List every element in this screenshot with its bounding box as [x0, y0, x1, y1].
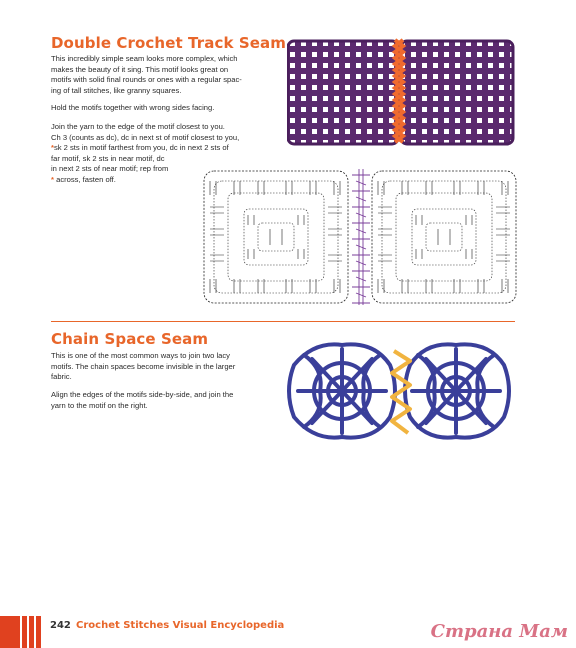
- section-divider: [51, 321, 515, 322]
- text-line: makes the beauty of it sing. This motif looks great on: [51, 64, 229, 74]
- section1-intro-paragraph: [51, 54, 266, 96]
- right-blue-motif: [405, 344, 509, 437]
- section-heading-double-crochet-track-seam: Double Crochet Track Seam: [51, 34, 286, 52]
- section2-intro-paragraph: [51, 351, 266, 383]
- text-line: yarn to the motif on the right.: [51, 400, 148, 410]
- repeat-star: *: [51, 174, 54, 184]
- left-motif-diagram: [204, 171, 348, 303]
- blue-lace-seam-photo: [284, 335, 516, 447]
- section-heading-chain-space-seam: Chain Space Seam: [51, 330, 209, 348]
- text-line: Ch 3 (counts as dc), dc in next st of motif closest to you,: [51, 132, 240, 142]
- footer-color-bars: [0, 616, 44, 648]
- text-line: motifs with solid final rounds or ones with a regular spac-: [51, 75, 242, 85]
- purple-granny-seam-photo: [287, 38, 515, 148]
- text-line: This incredibly simple seam looks more complex, which: [51, 54, 238, 63]
- section2-instructions-paragraph: [51, 390, 266, 411]
- orange-seam: [395, 40, 403, 142]
- text-line: fabric.: [51, 372, 72, 382]
- purple-seam-stitches: [352, 169, 370, 305]
- left-blue-motif: [289, 344, 395, 437]
- text-line: far motif, sk 2 sts in near motif, dc: [51, 153, 165, 163]
- text-line: Join the yarn to the edge of the motif closest to you.: [51, 122, 225, 131]
- repeat-star: *: [51, 143, 54, 153]
- stitch-diagram: [200, 165, 518, 309]
- right-motif-diagram: [372, 171, 516, 303]
- section1-hold-paragraph: Hold the motifs together with wrong sides facing.: [51, 103, 215, 112]
- text-line: This is one of the most common ways to join two lacy: [51, 351, 230, 360]
- text-line: * across, fasten off.: [51, 174, 116, 184]
- watermark-logo: Страна Мам: [430, 621, 568, 642]
- text-line: ing of tall stitches, like granny squares.: [51, 85, 182, 95]
- text-line: motifs. The chain spaces become invisible in the larger: [51, 361, 236, 371]
- book-title: Crochet Stitches Visual Encyclopedia: [76, 620, 285, 631]
- page-number: 242: [50, 620, 71, 631]
- left-purple-motif: [288, 41, 398, 144]
- right-purple-motif: [401, 41, 513, 144]
- text-line: in next 2 sts of near motif; rep from: [51, 164, 169, 174]
- text-line: *sk 2 sts in motif farthest from you, dc in next 2 sts of: [51, 143, 229, 153]
- text-line: Align the edges of the motifs side-by-side, and join the: [51, 390, 234, 399]
